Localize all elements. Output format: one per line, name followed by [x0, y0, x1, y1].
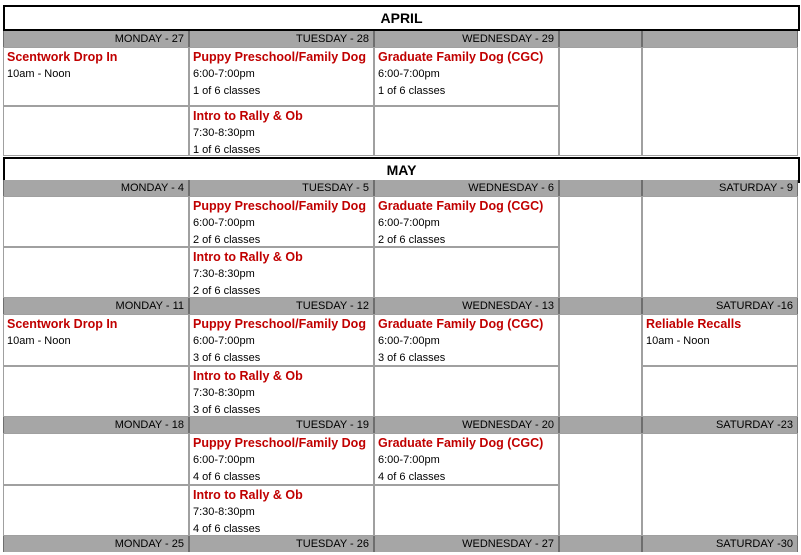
cell-saturday-empty — [642, 433, 798, 536]
cell-wednesday-evening-b — [374, 485, 559, 536]
day-header-wednesday: WEDNESDAY - 29 — [374, 31, 559, 47]
cell-tuesday-evening-a — [189, 47, 374, 106]
cell-monday-evening-a — [3, 314, 189, 366]
class-count: 1 of 6 classes — [193, 144, 261, 156]
class-time: 6:00-7:00pm — [378, 335, 440, 347]
class-title: Graduate Family Dog (CGC) — [378, 199, 544, 213]
cell-monday-evening-a — [3, 196, 189, 247]
class-title: Puppy Preschool/Family Dog — [193, 436, 366, 450]
class-title: Intro to Rally & Ob — [193, 250, 303, 264]
day-header-wednesday: WEDNESDAY - 20 — [374, 417, 559, 433]
class-time: 6:00-7:00pm — [193, 454, 255, 466]
class-title: Reliable Recalls — [646, 317, 742, 331]
day-header-thursday — [559, 417, 642, 433]
day-header-tuesday: TUESDAY - 12 — [189, 298, 374, 314]
cell-saturday-empty — [642, 196, 798, 298]
day-header-monday: MONDAY - 25 — [3, 536, 189, 552]
day-header-monday: MONDAY - 27 — [3, 31, 189, 47]
class-time: 6:00-7:00pm — [193, 68, 255, 80]
class-time: 10am - Noon — [7, 335, 71, 347]
class-count: 1 of 6 classes — [378, 85, 446, 97]
class-title: Intro to Rally & Ob — [193, 488, 303, 502]
class-title: Puppy Preschool/Family Dog — [193, 50, 366, 64]
cell-thursday-empty — [559, 47, 642, 156]
class-time: 10am - Noon — [646, 335, 710, 347]
cell-thursday-empty — [559, 196, 642, 298]
class-time: 7:30-8:30pm — [193, 127, 255, 139]
day-header-wednesday: WEDNESDAY - 13 — [374, 298, 559, 314]
day-header-wednesday: WEDNESDAY - 27 — [374, 536, 559, 552]
day-header-wednesday: WEDNESDAY - 6 — [374, 180, 559, 196]
day-header-monday: MONDAY - 4 — [3, 180, 189, 196]
class-count: 2 of 6 classes — [193, 234, 261, 246]
day-header-saturday: SATURDAY -16 — [642, 298, 798, 314]
day-header-tuesday: TUESDAY - 28 — [189, 31, 374, 47]
class-count: 4 of 6 classes — [193, 523, 261, 535]
day-header-saturday: SATURDAY -30 — [642, 536, 798, 552]
day-header-monday: MONDAY - 11 — [3, 298, 189, 314]
day-header-saturday: SATURDAY - 9 — [642, 180, 798, 196]
cell-thursday-empty — [559, 433, 642, 536]
cell-wednesday-evening-a — [374, 47, 559, 106]
class-count: 3 of 6 classes — [378, 352, 446, 364]
class-count: 2 of 6 classes — [193, 285, 261, 297]
class-title: Puppy Preschool/Family Dog — [193, 317, 366, 331]
cell-monday-evening-a — [3, 433, 189, 485]
cell-saturday-empty — [642, 366, 798, 417]
cell-wednesday-evening-b — [374, 247, 559, 298]
class-time: 7:30-8:30pm — [193, 387, 255, 399]
class-count: 2 of 6 classes — [378, 234, 446, 246]
cell-tuesday-evening-a — [189, 314, 374, 366]
cell-wednesday-evening-a — [374, 314, 559, 366]
class-time: 7:30-8:30pm — [193, 506, 255, 518]
class-title: Scentwork Drop In — [7, 317, 118, 331]
class-count: 3 of 6 classes — [193, 352, 261, 364]
day-header-saturday: SATURDAY -23 — [642, 417, 798, 433]
class-title: Puppy Preschool/Family Dog — [193, 199, 366, 213]
class-time: 6:00-7:00pm — [378, 217, 440, 229]
class-title: Intro to Rally & Ob — [193, 109, 303, 123]
cell-tuesday-evening-b — [189, 485, 374, 536]
month-header-may: MAY — [3, 157, 800, 183]
day-header-tuesday: TUESDAY - 19 — [189, 417, 374, 433]
cell-monday-evening-a — [3, 47, 189, 106]
day-header-tuesday: TUESDAY - 26 — [189, 536, 374, 552]
cell-tuesday-evening-b — [189, 247, 374, 298]
class-count: 1 of 6 classes — [193, 85, 261, 97]
cell-wednesday-evening-b — [374, 106, 559, 156]
class-count: 3 of 6 classes — [193, 404, 261, 416]
day-header-saturday — [642, 31, 798, 47]
cell-monday-evening-b — [3, 106, 189, 156]
class-time: 6:00-7:00pm — [193, 217, 255, 229]
day-header-thursday — [559, 536, 642, 552]
cell-wednesday-evening-b — [374, 366, 559, 417]
cell-wednesday-evening-a — [374, 433, 559, 485]
class-title: Graduate Family Dog (CGC) — [378, 317, 544, 331]
cell-monday-evening-b — [3, 485, 189, 536]
class-time: 6:00-7:00pm — [378, 68, 440, 80]
cell-tuesday-evening-a — [189, 196, 374, 247]
class-count: 4 of 6 classes — [378, 471, 446, 483]
class-title: Graduate Family Dog (CGC) — [378, 436, 544, 450]
day-header-monday: MONDAY - 18 — [3, 417, 189, 433]
class-title: Scentwork Drop In — [7, 50, 118, 64]
cell-thursday-empty — [559, 314, 642, 417]
day-header-tuesday: TUESDAY - 5 — [189, 180, 374, 196]
class-count: 4 of 6 classes — [193, 471, 261, 483]
class-title: Intro to Rally & Ob — [193, 369, 303, 383]
class-time: 6:00-7:00pm — [378, 454, 440, 466]
day-header-thursday — [559, 180, 642, 196]
cell-tuesday-evening-a — [189, 433, 374, 485]
cell-wednesday-evening-a — [374, 196, 559, 247]
cell-saturday-morning — [642, 314, 798, 366]
cell-monday-evening-b — [3, 366, 189, 417]
cell-tuesday-evening-b — [189, 106, 374, 156]
month-header-april: APRIL — [3, 5, 800, 31]
day-header-thursday — [559, 31, 642, 47]
day-header-thursday — [559, 298, 642, 314]
class-time: 6:00-7:00pm — [193, 335, 255, 347]
class-title: Graduate Family Dog (CGC) — [378, 50, 544, 64]
class-calendar — [3, 0, 798, 555]
cell-monday-evening-b — [3, 247, 189, 298]
cell-tuesday-evening-b — [189, 366, 374, 417]
class-time: 7:30-8:30pm — [193, 268, 255, 280]
cell-saturday-empty — [642, 47, 798, 156]
class-time: 10am - Noon — [7, 68, 71, 80]
